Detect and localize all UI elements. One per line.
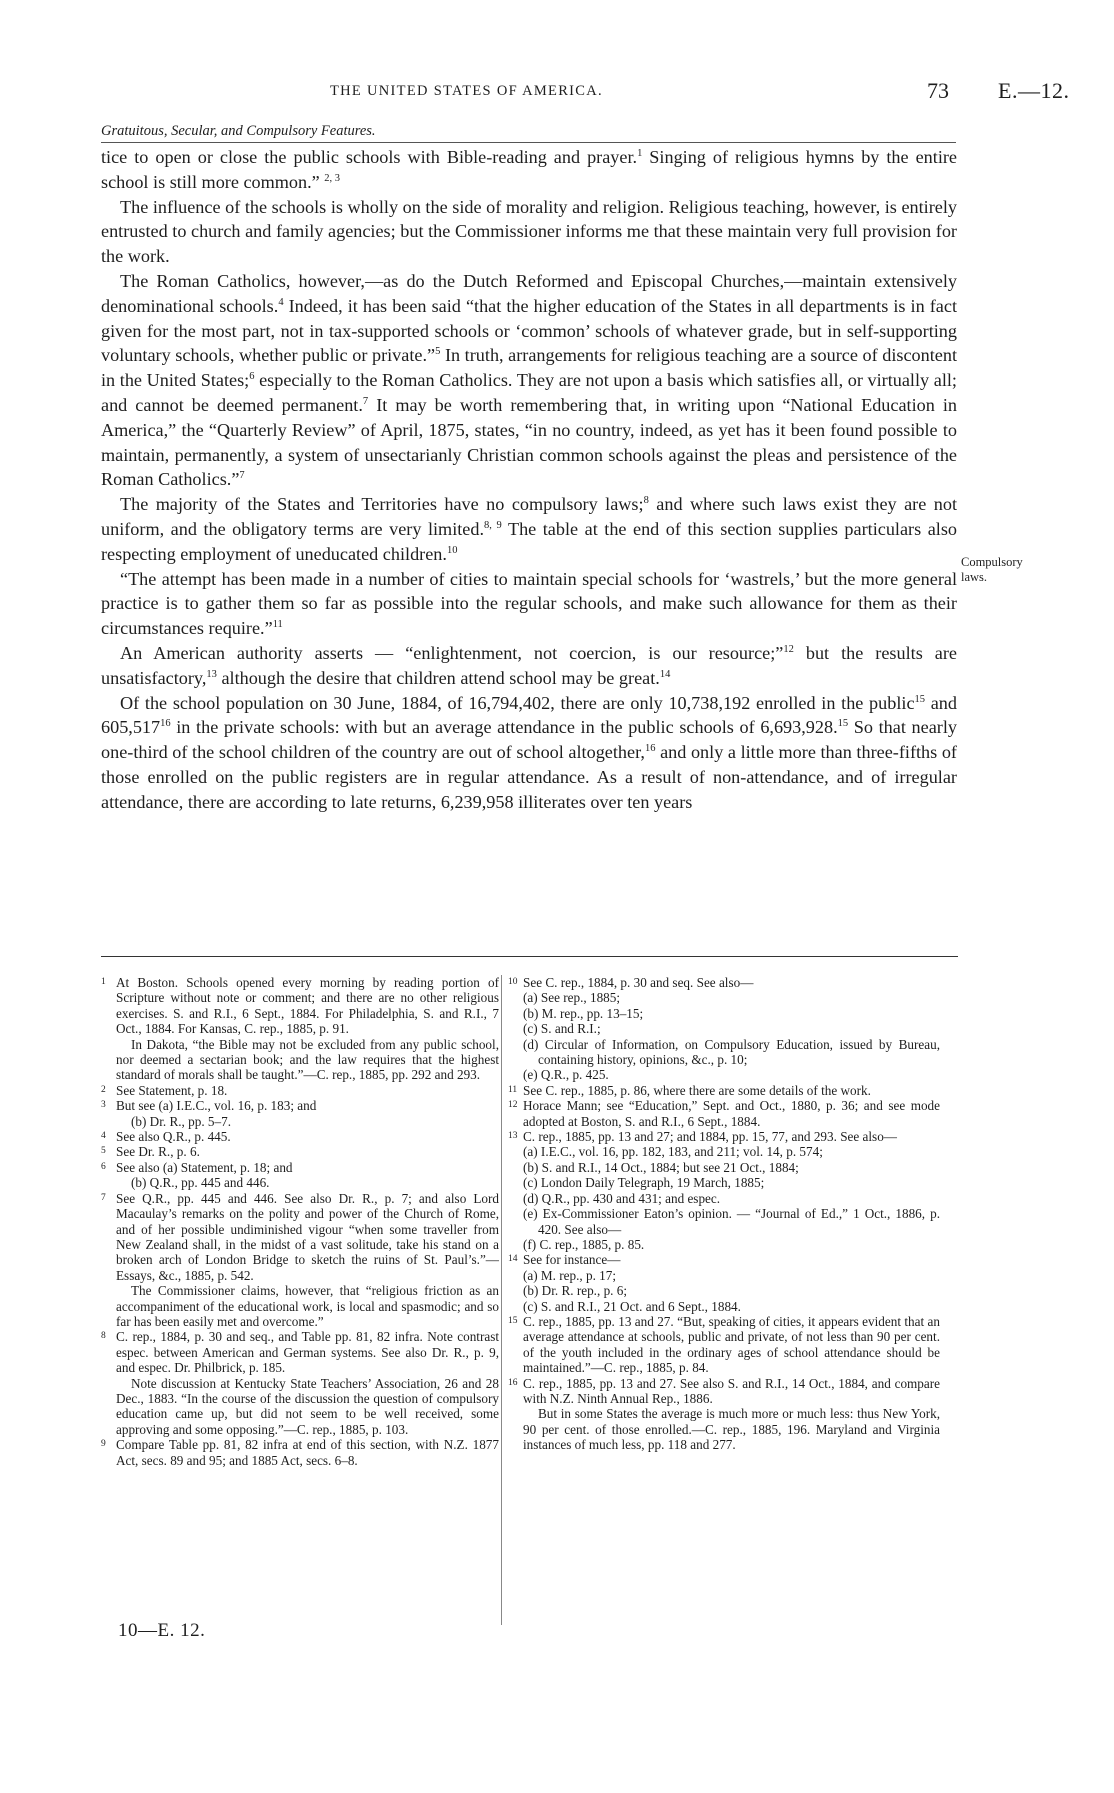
paragraph: The majority of the States and Territories have no compulsory laws;$^8$ and where such laws exist they are not uniform, and the obligatory terms are very limited.$^{8, 9}$ The table at the end of this section supplies particulars also respecting employment of uneducated children.$^{10}$ [101,494,958,564]
section-heading: Gratuitous, Secular, and Compulsory Features. [101,123,956,143]
document-code: E.—12. [998,78,1070,103]
footnote-ref: 14 [659,668,671,680]
footnote-ref: 7 [239,470,245,482]
footnote: 15 C. rep., 1885, pp. 13 and 27. “But, speaking of cities, it appears evident that an average attendance at schools, public and private, of not less than 90 per cent. of the youth included in the ordinary ages of school attendance should be maintained.”—C. rep., 1885, p. 84. [508,1313,940,1376]
footnote-ref: 8 [643,495,649,507]
footnote-continuation: (b) M. rep., pp. 13–15; [523,1005,644,1021]
footnote-ref: 16 [160,718,171,730]
footnote-ref: 13 [206,668,217,680]
footnote-ref: 12 [783,643,794,655]
footnote-ref: 7 [362,395,369,407]
footnote: 5 See Dr. R., p. 6. [101,1144,200,1160]
paragraph: An American authority asserts — “enlightenment, not coercion, is our resource;”$^{12}$ but the results are unsatisfactory,$^{13}$ although the desire that children attend school may be great.$^{14}$ [101,642,957,688]
footnote-ref: 10 [446,544,458,556]
paragraph: Of the school population on 30 June, 1884, of 16,794,402, there are only 10,738,192 enrolled in the public$^{15}$ and 605,517$^{16}$ in the private schools: with but an average attendance in the public schools of 6,693,928.15 So that nearly one-third of the school children of the country are out of school altogether,$^{16}$ and only a little more than three-fifths of those enrolled on the public registers are in regular attendance. As a result of non-attendance, and of irregular attendance, there are according to late returns, 6,239,958 illiterates over ten years [101,692,957,812]
footnote-mark: 10 [508,977,518,987]
footnote-mark: 4 [101,1131,106,1142]
footnote-mark: 15 [508,1315,518,1326]
footnote-ref: 8, 9 [484,519,502,531]
footnote: 9 Compare Table pp. 81, 82 infra at end of this section, with N.Z. 1877 Act, secs. 89 and 95; and 1885 Act, secs. 6–8. [101,1437,499,1468]
footnote-mark: 14 [508,1254,518,1265]
footnote: 7 See Q.R., pp. 445 and 446. See also Dr. R., p. 7; and also Lord Macaulay’s remarks on the polity and power of the Church of Rome, and of her possible undiminished vigour “when some traveller from New Zealand shall, in the midst of a vast solitude, take his stand on a broken arch of London Bridge to sketch the ruins of St. Paul’s.”—Essays, &c., 1885, p. 542. [101,1190,499,1283]
footnote: 16 C. rep., 1885, pp. 13 and 27. See also S. and R.I., 14 Oct., 1884, and compare with N.Z. Ninth Annual Rep., 1886. [508,1375,940,1406]
footnote-mark: 5 [101,1146,106,1157]
footnote-continuation: (b) Dr. R. rep., p. 6; [523,1283,628,1299]
footnotes-left [101,975,499,1468]
footnote: 4 See also Q.R., p. 445. [101,1129,231,1145]
signature-mark: 10—E. 12. [118,1620,206,1641]
footnote: 6 See also (a) Statement, p. 18; and [101,1159,293,1175]
footnote-mark: 12 [508,1100,518,1111]
footnote-ref: 11 [272,619,283,631]
footnote-ref: 5 [435,346,441,358]
footnote-continuation: But in some States the average is much more or much less: thus New York, 90 per cent. of those enrolled.—C. rep., 1885, 196. Maryland and Virginia instances of much less, pp. 118 and 277. [523,1406,940,1453]
footnote-ref: 6 [249,371,255,383]
footnote-continuation: (c) London Daily Telegraph, 19 March, 1885; [523,1175,765,1191]
footnote: 10 See C. rep., 1884, p. 30 and seq. See also— [508,975,754,990]
margin-note: Compulsory laws. [961,555,1023,584]
page-number: 73 [927,78,949,103]
footnote-continuation: (b) Dr. R., pp. 5–7. [131,1113,232,1129]
footnote: 3 But see (a) I.E.C., vol. 16, p. 183; and [101,1098,317,1114]
paragraph: The Roman Catholics, however,—as do the Dutch Reformed and Episcopal Churches,—maintain extensively denominational schools.$^4$ Indeed, it has been said “that the higher education of the States in all departments is in fact given for the most part, not in tax-supported schools or ‘common’ schools of whatever grade, but in self-supporting voluntary schools, whether public or private.”$^5$ In truth, arrangements for religious teaching are a source of discontent in the United States;$^6$ especially to the Roman Catholics. They are not upon a basis which satisfies all, or virtually all; and cannot be deemed permanent.$^7$ It may be worth remembering that, in writing upon “National Education in America,” the “Quarterly Review” of April, 1875, states, “in no country, indeed, as yet has it been found possible to maintain, permanently, a system of unsectarianly Christian common schools against the pleas and persistence of the Roman Catholics.”$^7$ [101,270,957,490]
footnote-divider [101,956,958,957]
footnote-continuation: (c) S. and R.I.; [523,1021,601,1037]
footnote: 2 See Statement, p. 18. [101,1082,228,1098]
footnote-continuation: (b) S. and R.I., 14 Oct., 1884; but see 21 Oct., 1884; [523,1159,799,1175]
footnote-ref: 15 [914,693,926,705]
paragraph: “The attempt has been made in a number of cities to maintain special schools for ‘wastrels,’ but the more general practice is to gather them so far as possible into the regular schools, and make such allowance for them as their circumstances require.”$^{11}$ [101,568,957,639]
footnote-ref: 16 [644,743,656,755]
column-divider [501,975,502,1625]
footnote-ref: 1 [637,148,643,159]
footnote: 12 Horace Mann; see “Education,” Sept. and Oct., 1880, p. 36; and see mode adopted at Boston, S. and R.I., 6 Sept., 1884. [508,1098,940,1129]
footnote-mark: 7 [101,1192,106,1203]
footnote-continuation: (a) I.E.C., vol. 16, pp. 182, 183, and 211; vol. 14, p. 574; [523,1144,823,1160]
paragraph: tice to open or close the public schools with Bible-reading and prayer.$^1$ Singing of religious hymns by the entire school is still more common.” $^{2, 3}$ [101,147,957,192]
header-title: THE UNITED STATES OF AMERICA. [330,83,603,99]
footnote: 1 At Boston. Schools opened every morning by reading portion of Scripture without note or comment; and there are no other religious exercises. S. and R.I., 6 Sept., 1884. For Philadelphia, S. and R.I., 7 Oct., 1884. For Kansas, C. rep., 1885, p. 91. [101,975,499,1037]
footnote-continuation: Note discussion at Kentucky State Teachers’ Association, 26 and 28 Dec., 1883. “In the course of the discussion the question of compulsory education came up, but did not seem to be well received, some approving and some opposing.”—C. rep., 1885, p. 103. [116,1375,499,1437]
footnote-continuation: (e) Q.R., p. 425. [523,1067,609,1083]
footnote-mark: 13 [508,1131,518,1142]
footnote-continuation: The Commissioner claims, however, that “religious friction as an accompaniment of the educational work, is local and spasmodic; and so far has been easily met and overcome.” [116,1283,499,1329]
footnote-ref: 2, 3 [324,172,341,184]
footnote-mark: 9 [101,1439,106,1450]
footnote-mark: 11 [508,1084,518,1095]
body-text [101,145,957,815]
footnote-mark: 3 [101,1100,106,1111]
footnote-continuation: (a) See rep., 1885; [523,990,621,1006]
footnote-continuation: (e) Ex-Commissioner Eaton’s opinion. — “Journal of Ed.,” 1 Oct., 1886, p. 420. See also— [523,1206,940,1237]
footnote: 14 See for instance— [508,1252,621,1268]
paragraph: The influence of the schools is wholly on the side of morality and religion. Religious teaching, however, is entirely entrusted to church and family agencies; but the Commissioner informs me that these maintain very full provision for the work. [101,196,957,267]
footnote-mark: 16 [508,1377,518,1388]
footnote-mark: 6 [101,1161,106,1172]
footnote: 8 C. rep., 1884, p. 30 and seq., and Table pp. 81, 82 infra. Note contrast espec. between American and German systems. See also Dr. R., p. 9, and espec. Dr. Philbrick, p. 185. [101,1329,499,1376]
footnote: 11 See C. rep., 1885, p. 86, where there are some details of the work. [508,1082,871,1098]
footnote-mark: 8 [101,1331,106,1342]
footnote-continuation: In Dakota, “the Bible may not be excluded from any public school, nor deemed a sectarian book; and the law requires that the highest standard of morals shall be taught.”—C. rep., 1885, pp. 292 and 293. [116,1036,499,1083]
footnote-continuation: (b) Q.R., pp. 445 and 446. [131,1175,270,1191]
footnote-ref: 4 [278,296,284,308]
footnote-continuation: (d) Circular of Information, on Compulsory Education, issued by Bureau, containing history, opinions, &c., p. 10; [523,1036,940,1068]
footnote-continuation: (d) Q.R., pp. 430 and 431; and espec. [523,1190,721,1206]
footnote-mark: 1 [101,977,106,987]
footnote: 13 C. rep., 1885, pp. 13 and 27; and 1884, pp. 15, 77, and 293. See also— [508,1129,897,1145]
footnote-continuation: (c) S. and R.I., 21 Oct. and 6 Sept., 1884. [523,1298,741,1314]
footnote-continuation: (a) M. rep., p. 17; [523,1267,617,1283]
footnote-continuation: (f) C. rep., 1885, p. 85. [523,1236,645,1252]
footnote-ref: 15 [837,718,849,730]
running-header [120,80,1070,104]
footnote-mark: 2 [101,1084,106,1095]
footnotes-right [508,975,940,1453]
